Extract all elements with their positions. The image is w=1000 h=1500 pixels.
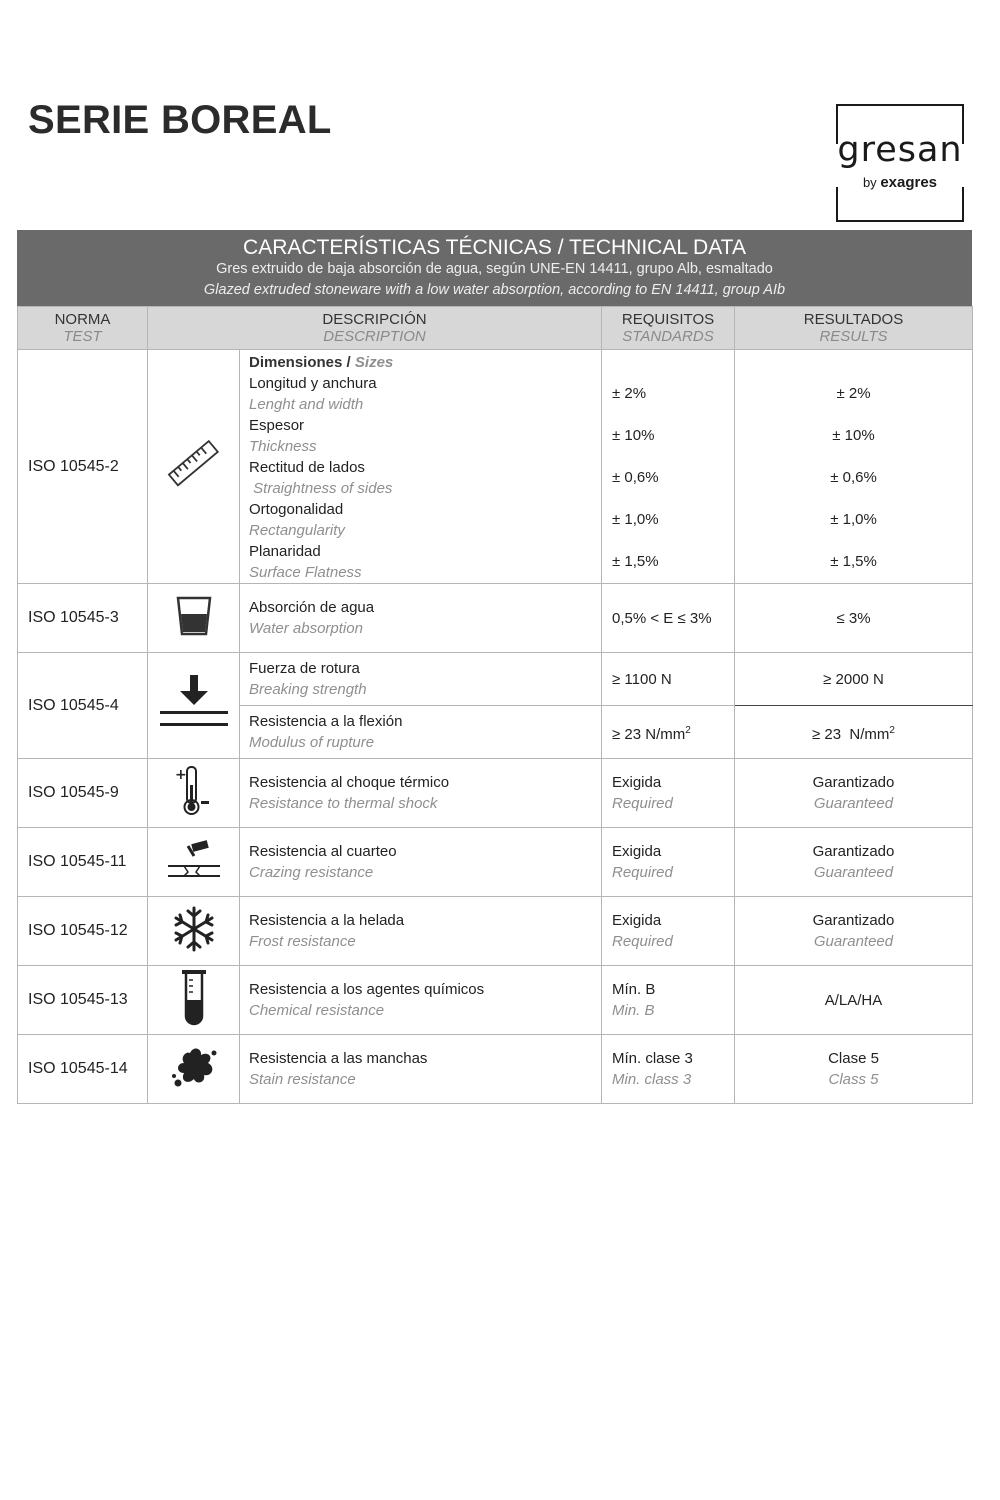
test-tube-icon (148, 966, 240, 1035)
norma-cell: ISO 10545-9 (18, 759, 148, 828)
norma-cell: ISO 10545-12 (18, 897, 148, 966)
result-cell: ≤ 3% (735, 584, 973, 653)
technical-data-banner (17, 230, 972, 306)
standard-cell: 0,5% < E ≤ 3% (602, 584, 735, 653)
norma-cell: ISO 10545-3 (18, 584, 148, 653)
table-row-breaking-strength (18, 653, 973, 706)
norma-cell: ISO 10545-13 (18, 966, 148, 1035)
table-row (18, 828, 973, 897)
table-row-dimensions (18, 350, 973, 584)
description-cell: Resistencia al cuarteo Crazing resistance (240, 828, 602, 897)
thermometer-icon (148, 759, 240, 828)
dimensions-standards: ± 2% ± 10% ± 0,6% ± 1,0% ± 1,5% (602, 350, 735, 584)
banner-subtitle-es: Gres extruido de baja absorción de agua, según UNE-EN 14411, grupo Alb, esmaltado (216, 261, 773, 277)
banner-title: CARACTERÍSTICAS TÉCNICAS / TECHNICAL DATA (243, 236, 746, 259)
result-cell: Garantizado Guaranteed (735, 897, 973, 966)
table-header-row (18, 307, 973, 350)
table-row-water-absorption (18, 584, 973, 653)
list-item: Espesor Thickness (249, 417, 317, 455)
page-title: SERIE BOREAL (28, 98, 332, 142)
standard-cell: Mín. B Min. B (602, 966, 735, 1035)
description-cell: Fuerza de rotura Breaking strength (240, 653, 602, 706)
snowflake-icon (148, 897, 240, 966)
table-row (18, 1035, 973, 1104)
logo-wordmark: gresan (837, 130, 963, 170)
description-cell: Resistencia a las manchas Stain resistance (240, 1035, 602, 1104)
norma-cell: ISO 10545-2 (18, 350, 148, 584)
dimensions-title: Dimensiones / Sizes (249, 354, 394, 371)
norma-cell: ISO 10545-11 (18, 828, 148, 897)
glass-icon (148, 584, 240, 653)
ruler-icon (148, 350, 240, 584)
standard-cell: Exigida Required (602, 828, 735, 897)
result-cell: Garantizado Guaranteed (735, 759, 973, 828)
description-cell: Resistencia a la helada Frost resistance (240, 897, 602, 966)
dimensions-results: ± 2% ± 10% ± 0,6% ± 1,0% ± 1,5% (735, 350, 973, 584)
technical-data-table (17, 306, 973, 1104)
standard-cell: Exigida Required (602, 897, 735, 966)
header-descripcion: DESCRIPCIÓN DESCRIPTION (148, 307, 602, 350)
breaking-force-icon (148, 653, 240, 759)
header-requisitos: REQUISITOS STANDARDS (602, 307, 735, 350)
list-item: Ortogonalidad Rectangularity (249, 501, 345, 539)
stain-icon (148, 1035, 240, 1104)
list-item: Longitud y anchura Lenght and width (249, 375, 377, 413)
description-cell: Absorción de agua Water absorption (240, 584, 602, 653)
header-norma: NORMA TEST (18, 307, 148, 350)
result-cell: ≥ 2000 N (735, 653, 973, 706)
description-cell: Resistencia a los agentes químicos Chemical resistance (240, 966, 602, 1035)
dimensions-description (240, 350, 602, 584)
result-cell: Clase 5 Class 5 (735, 1035, 973, 1104)
header-resultados: RESULTADOS RESULTS (735, 307, 973, 350)
table-row (18, 966, 973, 1035)
banner-subtitle-en: Glazed extruded stoneware with a low water absorption, according to EN 14411, group AIb (203, 282, 786, 298)
list-item: Planaridad Surface Flatness (249, 543, 362, 581)
svg-text:+: + (174, 766, 187, 783)
crazing-icon (148, 828, 240, 897)
result-cell: Garantizado Guaranteed (735, 828, 973, 897)
standard-cell: ≥ 23 $N/mm^2$ (602, 706, 735, 759)
description-cell: Resistencia al choque térmico Resistance to thermal shock (240, 759, 602, 828)
standard-cell: Exigida Required (602, 759, 735, 828)
norma-cell: ISO 10545-4 (18, 653, 148, 759)
result-cell: A/LA/HA (735, 966, 973, 1035)
result-cell: ≥ 23 $N/mm^2$ (735, 706, 973, 759)
logo-subline: by exagres (862, 174, 938, 191)
description-cell: Resistencia a la flexión Modulus of rupture (240, 706, 602, 759)
table-row (18, 759, 973, 828)
standard-cell: ≥ 1100 N (602, 653, 735, 706)
list-item: Rectitud de lados Straightness of sides (249, 459, 393, 497)
standard-cell: Mín. clase 3 Min. class 3 (602, 1035, 735, 1104)
brand-logo (836, 104, 964, 222)
table-row (18, 897, 973, 966)
norma-cell: ISO 10545-14 (18, 1035, 148, 1104)
technical-data-section (17, 230, 972, 1104)
